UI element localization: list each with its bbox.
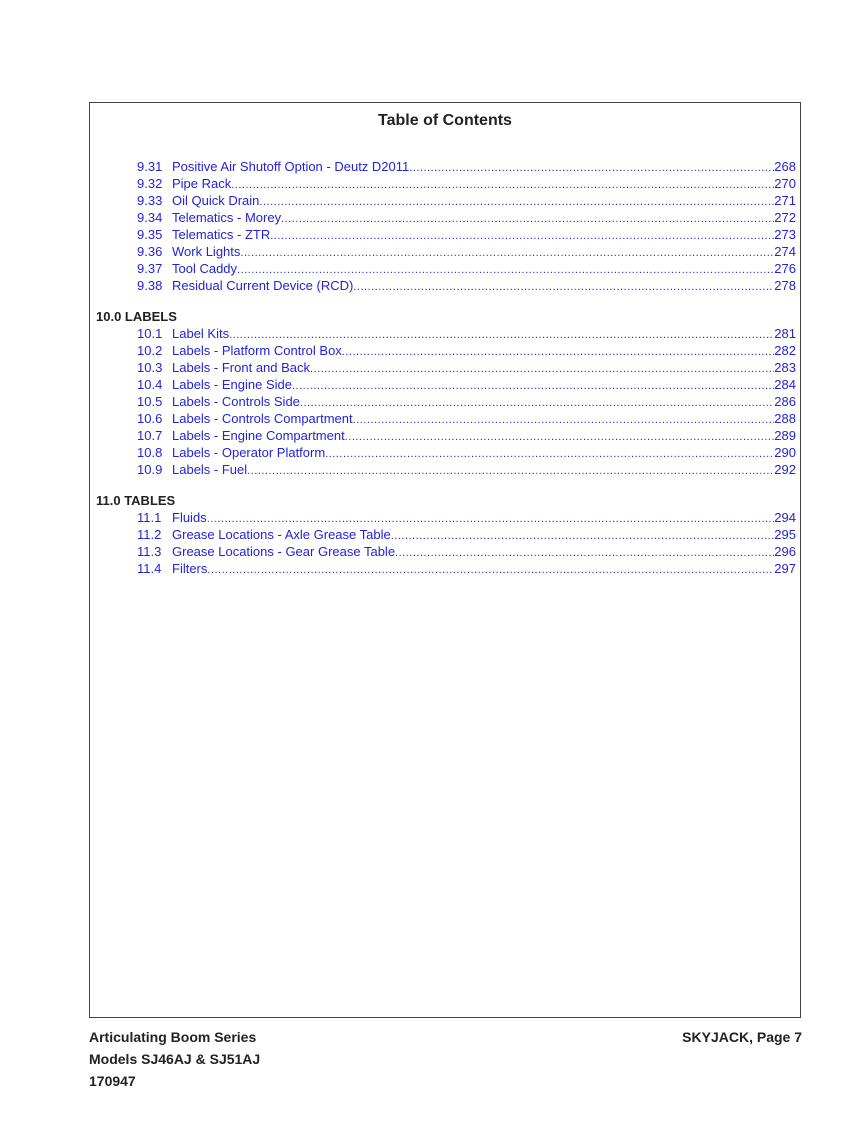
toc-entry-link[interactable] [90, 393, 800, 410]
entry-label: Oil Quick Drain [172, 193, 260, 208]
dot-leader [240, 245, 774, 262]
footer-series: Articulating Boom Series [89, 1029, 257, 1045]
entry-number: 11.3 [137, 544, 162, 559]
dot-leader [300, 395, 774, 412]
dot-leader [345, 429, 775, 446]
dot-leader [310, 361, 774, 378]
entry-page: 283 [774, 360, 796, 375]
dot-leader [353, 412, 775, 429]
entry-number: 10.8 [137, 445, 163, 460]
table-of-contents [90, 158, 800, 577]
dot-leader [342, 344, 775, 361]
toc-entry-link[interactable] [90, 509, 800, 526]
entry-page: 294 [774, 510, 796, 525]
toc-entry-link[interactable] [90, 175, 800, 192]
entry-label: Labels - Engine Compartment [172, 428, 345, 443]
footer-models: Models SJ46AJ & SJ51AJ [89, 1051, 261, 1067]
entry-label: Fluids [172, 510, 207, 525]
entry-label: Labels - Front and Back [172, 360, 311, 375]
toc-entry-link[interactable] [90, 560, 800, 577]
dot-leader [395, 545, 774, 562]
toc-entry-link[interactable] [90, 209, 800, 226]
footer-page-label: SKYJACK, Page 7 [682, 1029, 802, 1045]
entry-number: 9.33 [137, 193, 163, 208]
toc-entry-link[interactable] [90, 325, 800, 342]
toc-entry-link[interactable] [90, 410, 800, 427]
entry-label: Labels - Fuel [172, 462, 248, 477]
entry-number: 9.32 [137, 176, 163, 191]
entry-number: 10.1 [137, 326, 163, 341]
entry-page: 297 [774, 561, 796, 576]
entry-page: 278 [774, 278, 796, 293]
entry-page: 281 [774, 326, 796, 341]
entry-label: Tool Caddy [172, 261, 238, 276]
entry-page: 274 [774, 244, 796, 259]
entry-number: 11.1 [137, 510, 162, 525]
entry-number: 9.36 [137, 244, 163, 259]
entry-number: 10.5 [137, 394, 163, 409]
dot-leader [259, 194, 774, 211]
entry-page: 292 [774, 462, 796, 477]
toc-entry-link[interactable] [90, 427, 800, 444]
entry-label: Telematics - Morey [172, 210, 282, 225]
entry-page: 288 [774, 411, 796, 426]
entry-page: 295 [774, 527, 796, 542]
page-title: Table of Contents [378, 112, 512, 129]
entry-number: 10.2 [137, 343, 163, 358]
toc-entry-link[interactable] [90, 226, 800, 243]
entry-number: 11.2 [137, 527, 162, 542]
toc-entry-link[interactable] [90, 461, 800, 478]
entry-number: 11.4 [137, 561, 162, 576]
entry-page: 271 [774, 193, 796, 208]
dot-leader [247, 463, 774, 480]
entry-number: 10.3 [137, 360, 163, 375]
entry-number: 9.34 [137, 210, 163, 225]
entry-label: Label Kits [172, 326, 230, 341]
toc-entry-link[interactable] [90, 526, 800, 543]
toc-entry-link[interactable] [90, 342, 800, 359]
dot-leader [231, 177, 774, 194]
toc-entry-link[interactable] [90, 543, 800, 560]
toc-entry-link[interactable] [90, 192, 800, 209]
entry-label: Telematics - ZTR [172, 227, 271, 242]
footer-doc-number: 170947 [89, 1073, 136, 1089]
toc-entry-link[interactable] [90, 444, 800, 461]
entry-page: 290 [774, 445, 796, 460]
entry-label: Positive Air Shutoff Option - Deutz D2011 [172, 159, 410, 174]
toc-entry-link[interactable] [90, 243, 800, 260]
entry-label: Labels - Controls Compartment [172, 411, 353, 426]
entry-number: 10.9 [137, 462, 163, 477]
entry-label: Labels - Platform Control Box [172, 343, 342, 358]
entry-page: 268 [774, 159, 796, 174]
entry-page: 296 [774, 544, 796, 559]
toc-entry-link[interactable] [90, 277, 800, 294]
section-gap [90, 294, 800, 308]
dot-leader [409, 160, 774, 177]
entry-label: Grease Locations - Axle Grease Table [172, 527, 391, 542]
entry-number: 9.31 [137, 159, 163, 174]
section-heading: 10.0 LABELS [96, 309, 177, 324]
toc-entry-link[interactable] [90, 260, 800, 277]
entry-label: Residual Current Device (RCD) [172, 278, 354, 293]
entry-number: 10.4 [137, 377, 163, 392]
dot-leader [325, 446, 774, 463]
toc-entry-link[interactable] [90, 359, 800, 376]
entry-label: Work Lights [172, 244, 241, 259]
dot-leader [353, 279, 774, 296]
entry-page: 270 [774, 176, 796, 191]
entry-label: Grease Locations - Gear Grease Table [172, 544, 396, 559]
page-frame [89, 102, 801, 1018]
entry-page: 282 [774, 343, 796, 358]
dot-leader [391, 528, 775, 545]
toc-entry-link[interactable] [90, 376, 800, 393]
dot-leader [281, 211, 774, 228]
entry-number: 10.7 [137, 428, 163, 443]
entry-label: Labels - Controls Side [172, 394, 300, 409]
entry-number: 9.37 [137, 261, 163, 276]
entry-number: 9.35 [137, 227, 163, 242]
entry-page: 286 [774, 394, 796, 409]
entry-label: Pipe Rack [172, 176, 232, 191]
entry-label: Filters [172, 561, 208, 576]
entry-page: 284 [774, 377, 796, 392]
entry-number: 10.6 [137, 411, 163, 426]
toc-entry-link[interactable] [90, 158, 800, 175]
entry-page: 289 [774, 428, 796, 443]
entry-number: 9.38 [137, 278, 163, 293]
dot-leader [207, 562, 774, 579]
dot-leader [270, 228, 774, 245]
entry-label: Labels - Operator Platform [172, 445, 326, 460]
entry-page: 272 [774, 210, 796, 225]
dot-leader [292, 378, 774, 395]
section-gap [90, 478, 800, 492]
entry-page: 273 [774, 227, 796, 242]
entry-label: Labels - Engine Side [172, 377, 292, 392]
footer [89, 1026, 802, 1092]
entry-page: 276 [774, 261, 796, 276]
section-heading: 11.0 TABLES [96, 493, 176, 508]
